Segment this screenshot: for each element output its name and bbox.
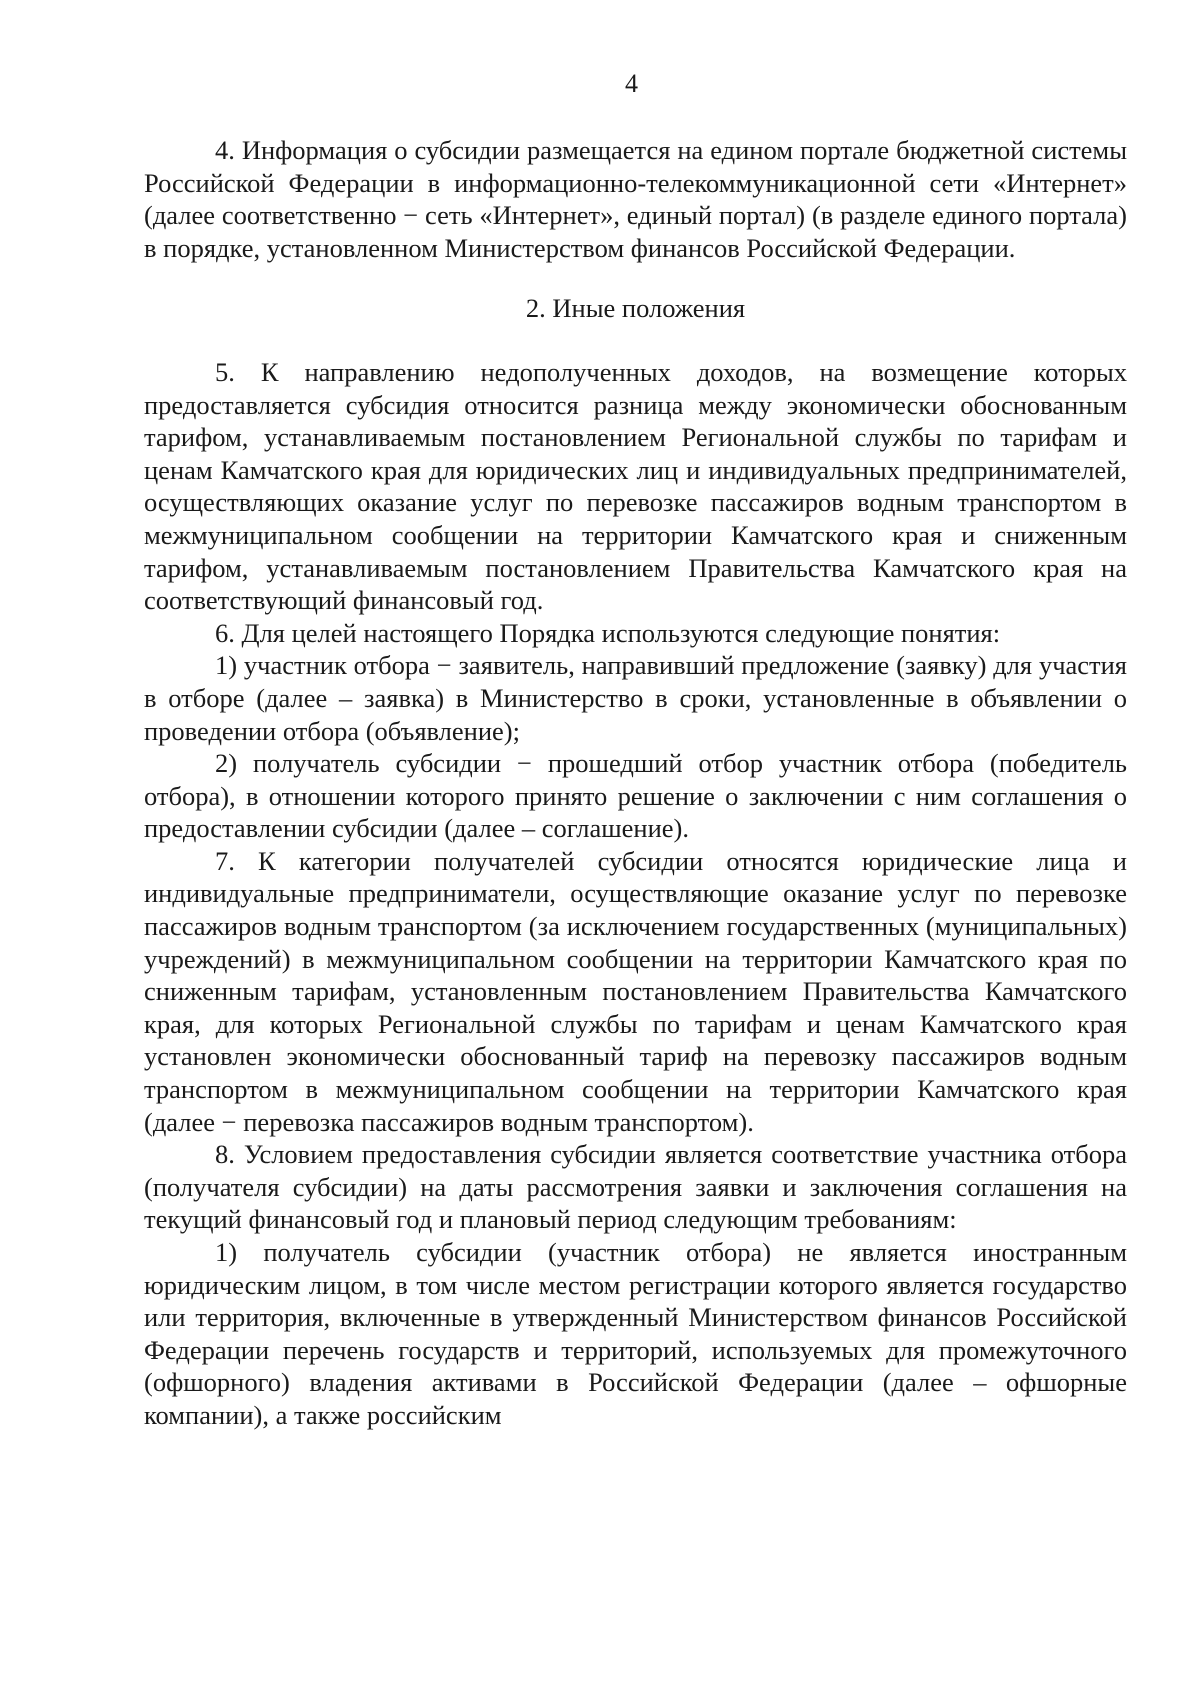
- paragraph-7: 7. К категории получателей субсидии относятся юридические лица и индивидуальные предприниматели, осуществляющие оказание услуг по перевозке пассажиров водным транспортом (за исключением государственных (муниципальных) учреждений) в межмуниципальном сообщении на территории Камчатского края по сниженным тарифам, установленным постановлением Правительства Камчатского края, для которых Региональной службы по тарифам и ценам Камчатского края установлен экономически обоснованный тариф на перевозку пассажиров водным транспортом в межмуниципальном сообщении на территории Камчатского края (далее − перевозка пассажиров водным транспортом).: [144, 845, 1127, 1137]
- document-body: [144, 134, 1127, 1432]
- paragraph-8: 8. Условием предоставления субсидии является соответствие участника отбора (получателя субсидии) на даты рассмотрения заявки и заключения соглашения на текущий финансовый год и плановый период следующим требованиям:: [144, 1139, 1127, 1235]
- paragraph-5: 5. К направлению недополученных доходов, на возмещение которых предоставляется субсидия относится разница между экономически обоснованным тарифом, устанавливаемым постановлением Региональной службы по тарифам и ценам Камчатского края для юридических лиц и индивидуальных предпринимателей, осуществляющих оказание услуг по перевозке пассажиров водным транспортом в межмуниципальном сообщении на территории Камчатского края и сниженным тарифом, устанавливаемым постановлением Правительства Камчатского края на соответствующий финансовый год.: [144, 356, 1127, 616]
- paragraph-6: 6. Для целей настоящего Порядка используются следующие понятия:: [215, 617, 1001, 648]
- page-number: 4: [625, 69, 638, 98]
- paragraph-6-item-1: 1) участник отбора − заявитель, направивший предложение (заявку) для участия в отборе (далее – заявка) в Министерство в сроки, установленные в объявлении о проведении отбора (объявление);: [144, 650, 1127, 746]
- paragraph-4: 4. Информация о субсидии размещается на едином портале бюджетной системы Российской Федерации в информационно-телекоммуникационной сети «Интернет» (далее соответственно − сеть «Интернет», единый портал) (в разделе единого портала) в порядке, установленном Министерством финансов Российской Федерации.: [144, 135, 1127, 263]
- paragraph-8-item-1: 1) получатель субсидии (участник отбора) не является иностранным юридическим лицом, в том числе местом регистрации которого является государство или территория, включенные в утвержденный Министерством финансов Российской Федерации перечень государств и территорий, используемых для промежуточного (офшорного) владения активами в Российской Федерации (далее – офшорные компании), а также российским: [144, 1237, 1127, 1430]
- section-title: 2. Иные положения: [525, 293, 746, 324]
- paragraph-6-item-2: 2) получатель субсидии − прошедший отбор участник отбора (победитель отбора), в отношении которого принято решение о заключении с ним соглашения о предоставлении субсидии (далее – соглашение).: [144, 748, 1127, 844]
